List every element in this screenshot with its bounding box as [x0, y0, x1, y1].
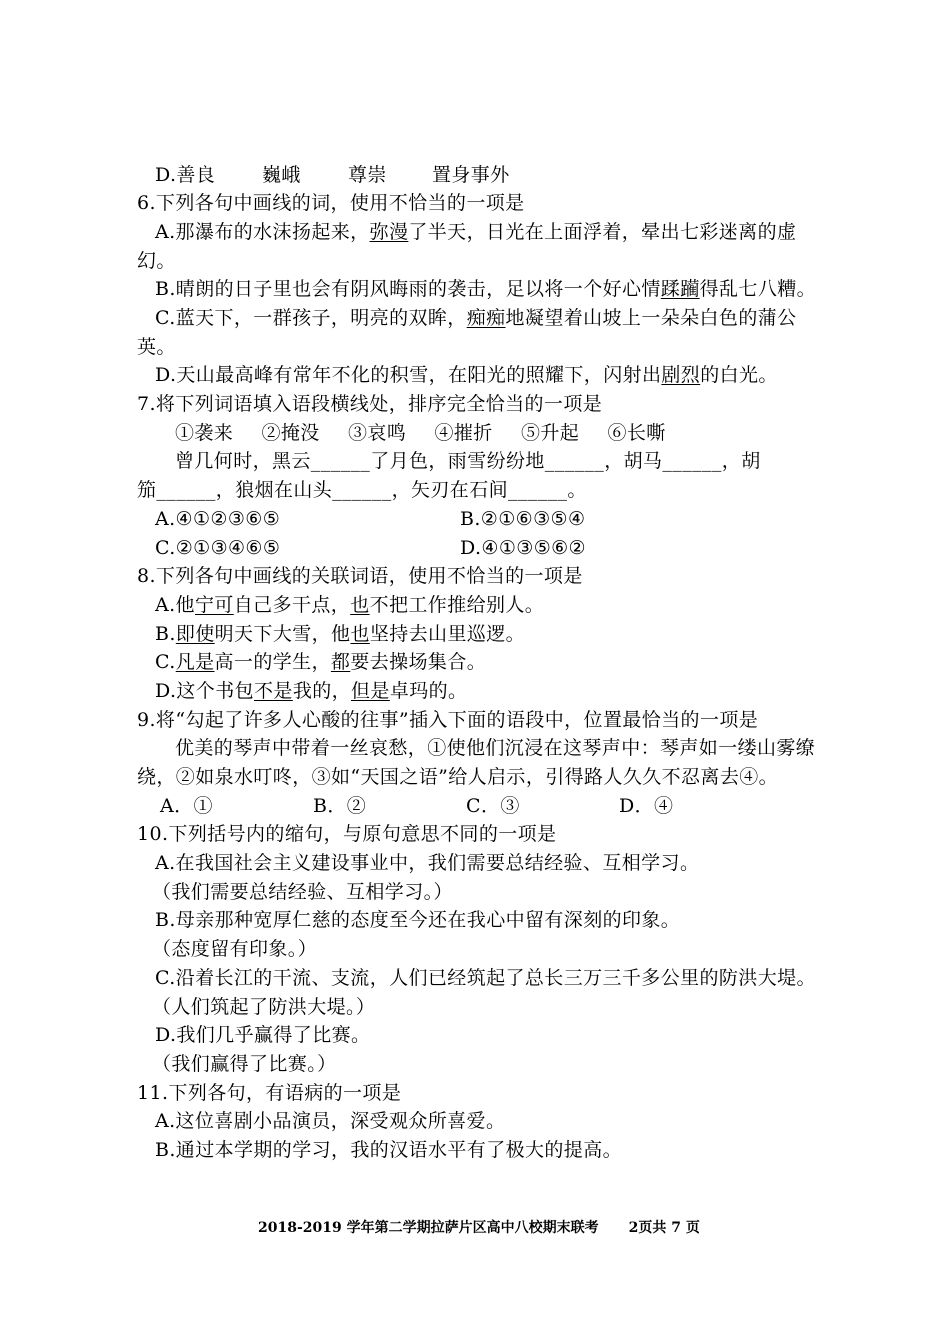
q7-option-c: C.②①③④⑥⑤	[155, 536, 281, 559]
q7-option-d: D.④①③⑤⑥②	[460, 536, 586, 559]
q9-options	[0, 792, 950, 821]
q6-option-b-text: 得乱七八糟。	[699, 278, 817, 301]
q8-option-d-text: 我的，	[292, 679, 352, 702]
q7-option-b: B.②①⑥③⑤④	[460, 507, 586, 530]
q8-option-a-text: 自己多干点，	[233, 593, 351, 616]
q10-option-c: C.沿着长江的干流、支流，人们已经筑起了总长三万三千多公里的防洪大堤。	[155, 966, 816, 989]
q8-option-d-text: 卓玛的。	[389, 679, 468, 702]
q8-option-d	[0, 677, 950, 706]
q8-option-d-text: D.这个书包	[155, 679, 254, 702]
q6-option-d-text: D.天山最高峰有常年不化的积雪，在阳光的照耀下，闪射出	[155, 364, 662, 387]
q5-option-d-word: 置身事外	[432, 163, 510, 186]
q6-option-a-underlined: 弥漫	[369, 220, 409, 243]
q6-option-c-underlined: 痴痴	[466, 307, 506, 330]
q7-word: ③哀鸣	[348, 421, 407, 444]
q10-stem: 10.下列括号内的缩句，与原句意思不同的一项是	[137, 823, 557, 846]
q10-option-b: B.母亲那种宽厚仁慈的态度至今还在我心中留有深刻的印象。	[155, 909, 681, 932]
q7-word: ②掩没	[261, 421, 320, 444]
q6-option-c-text: C.蓝天下，一群孩子，明亮的双眸，	[155, 307, 467, 330]
q7-passage-line-1: 曾几何时，黑云______了月色，雨雪纷纷地______，胡马______，胡	[175, 450, 761, 473]
q9-option-c: C．③	[466, 794, 520, 817]
q8-option-c-text: 要去操场集合。	[350, 651, 487, 674]
q6-option-c-continuation: 英。	[137, 335, 176, 358]
q10-option-d: D.我们几乎赢得了比赛。	[155, 1024, 371, 1047]
q8-option-b	[0, 620, 950, 649]
q7-options-row-2	[0, 534, 950, 563]
q10-option-a: A.在我国社会主义建设事业中，我们需要总结经验、互相学习。	[155, 852, 700, 875]
q6-option-d-text: 的白光。	[700, 364, 778, 387]
q5-option-d	[0, 161, 950, 190]
q6-stem: 6.下列各句中画线的词，使用不恰当的一项是	[137, 192, 525, 215]
exam-page-body	[0, 161, 950, 1165]
q7-passage-line-2: 笳______，狼烟在山头______，矢刃在石间______。	[137, 479, 587, 502]
q6-option-c	[0, 304, 950, 333]
q9-passage-line-2: 绕，②如泉水叮咚，③如“天国之语”给人启示，引得路人久久不忍离去④。	[137, 766, 779, 789]
q11-option-a: A.这位喜剧小品演员，深受观众所喜爱。	[155, 1110, 506, 1133]
q6-option-b-text: B.晴朗的日子里也会有阴风晦雨的袭击，足以将一个好心情	[155, 278, 661, 301]
q6-option-d-underlined: 剧烈	[661, 364, 701, 387]
q8-option-a-text: A.他	[155, 593, 195, 616]
q10-option-b-shortened: （态度留有印象。）	[152, 938, 318, 961]
q11-stem: 11.下列各句，有语病的一项是	[137, 1081, 402, 1104]
q5-option-d-word: D.善良	[155, 163, 216, 186]
q8-option-d-underlined: 但是	[351, 679, 390, 702]
q8-option-a	[0, 591, 950, 620]
q8-option-a-underlined: 也	[350, 593, 370, 616]
q6-option-c-text: 地凝望着山坡上一朵朵白色的蒲公	[505, 307, 797, 330]
q8-option-a-text: 不把工作推给别人。	[369, 593, 545, 616]
q6-option-b-underlined: 蹂躏	[660, 278, 700, 301]
q11-option-b: B.通过本学期的学习，我的汉语水平有了极大的提高。	[155, 1138, 623, 1161]
q7-word: ⑤升起	[521, 421, 580, 444]
q10-option-d-shortened: （我们赢得了比赛。）	[152, 1052, 337, 1075]
q8-stem: 8.下列各句中画线的关联词语，使用不恰当的一项是	[137, 565, 583, 588]
q8-option-c-text: 高一的学生，	[214, 651, 331, 674]
q8-option-b-text: 坚持去山里巡逻。	[369, 622, 526, 645]
q8-option-b-text: 明天下大雪，他	[214, 622, 351, 645]
q9-option-a: A．①	[160, 794, 213, 817]
footer-exam-title: 2018-2019 学年第二学期拉萨片区高中八校期末联考	[258, 1220, 599, 1236]
q7-option-a: A.④①②③⑥⑤	[155, 507, 281, 530]
q9-stem: 9.将“勾起了许多人心酸的往事”插入下面的语段中，位置最恰当的一项是	[137, 708, 759, 731]
q8-option-c	[0, 648, 950, 677]
q6-option-a-text: A.那瀑布的水沫扬起来，	[155, 220, 370, 243]
q6-option-d	[0, 361, 950, 390]
q5-option-d-word: 巍峨	[262, 163, 301, 186]
q8-option-b-text: B.	[155, 622, 176, 645]
q9-option-b: B．②	[313, 794, 367, 817]
q7-word: ①袭来	[175, 421, 234, 444]
q8-option-c-text: C.	[155, 651, 176, 674]
q6-option-b	[0, 275, 950, 304]
q6-option-a-continuation: 幻。	[137, 249, 176, 272]
page-footer	[258, 1218, 700, 1238]
q7-word: ④摧折	[434, 421, 493, 444]
q7-options-row-1	[0, 505, 950, 534]
q9-passage-line-1: 优美的琴声中带着一丝哀愁，①使他们沉浸在这琴声中：琴声如一缕山雾缭	[175, 737, 816, 760]
q10-option-a-shortened: （我们需要总结经验、互相学习。）	[152, 880, 453, 903]
q8-option-d-underlined: 不是	[254, 679, 293, 702]
q7-word: ⑥长嘶	[607, 421, 666, 444]
q10-option-c-shortened: （人们筑起了防洪大堤。）	[152, 995, 376, 1018]
q9-option-d: D．④	[619, 794, 674, 817]
q6-option-a-text: 了半天，日光在上面浮着，晕出七彩迷离的虚	[408, 220, 797, 243]
q8-option-c-underlined: 都	[330, 651, 351, 674]
footer-page-number: 2页共 7 页	[628, 1220, 700, 1236]
q7-word-list	[0, 419, 950, 448]
q8-option-c-underlined: 凡是	[175, 651, 215, 674]
q8-option-a-underlined: 宁可	[194, 593, 234, 616]
q5-option-d-word: 尊崇	[348, 163, 387, 186]
q7-stem: 7.将下列词语填入语段横线处，排序完全恰当的一项是	[137, 393, 603, 416]
q6-option-a	[0, 218, 950, 247]
q8-option-b-underlined: 即使	[175, 622, 215, 645]
q8-option-b-underlined: 也	[350, 622, 370, 645]
